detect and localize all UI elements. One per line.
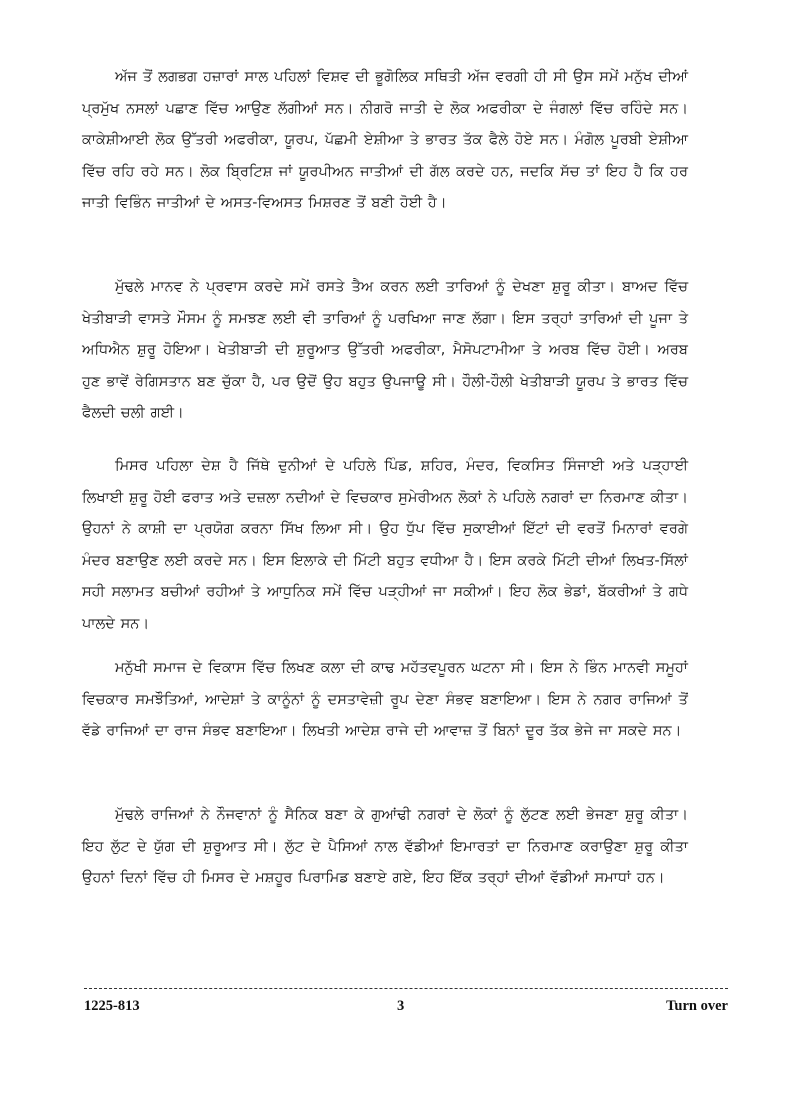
paper-code: 1225-813: [84, 998, 140, 1014]
paragraph-4: ਮਨੁੱਖੀ ਸਮਾਜ ਦੇ ਵਿਕਾਸ ਵਿੱਚ ਲਿਖਣ ਕਲਾ ਦੀ ਕਾਢ ਮਹੱਤਵਪੂਰਨ ਘਟਨਾ ਸੀ। ਇਸ ਨੇ ਭਿੰਨ ਮਾਨਵੀ ਸਮੂਹਾਂ ਵਿਚਕਾਰ ਸਮਝੌਤਿਆਂ, ਆਦੇਸ਼ਾਂ ਤੇ ਕਾਨੂੰਨਾਂ ਨੂੰ ਦਸਤਾਵੇਜ਼ੀ ਰੂਪ ਦੇਣਾ ਸੰਭਵ ਬਣਾਇਆ। ਇਸ ਨੇ ਨਗਰ ਰਾਜਿਆਂ ਤੋਂ ਵੱਡੇ ਰਾਜਿਆਂ ਦਾ ਰਾਜ ਸੰਭਵ ਬਣਾਇਆ। ਲਿਖਤੀ ਆਦੇਸ਼ ਰਾਜੇ ਦੀ ਆਵਾਜ਼ ਤੋਂ ਬਿਨਾਂ ਦੂਰ ਤੱਕ ਭੇਜੇ ਜਾ ਸਕਦੇ ਸਨ।: [82, 660, 688, 740]
paragraph-2: ਮੁੱਢਲੇ ਮਾਨਵ ਨੇ ਪ੍ਰਵਾਸ ਕਰਦੇ ਸਮੇਂ ਰਸਤੇ ਤੈਅ ਕਰਨ ਲਈ ਤਾਰਿਆਂ ਨੂੰ ਦੇਖਣਾ ਸ਼ੁਰੂ ਕੀਤਾ। ਬਾਅਦ ਵਿੱਚ ਖੇਤੀਬਾੜੀ ਵਾਸਤੇ ਮੌਸਮ ਨੂੰ ਸਮਝਣ ਲਈ ਵੀ ਤਾਰਿਆਂ ਨੂੰ ਪਰਖਿਆ ਜਾਣ ਲੱਗਾ। ਇਸ ਤਰ੍ਹਾਂ ਤਾਰਿਆਂ ਦੀ ਪੂਜਾ ਤੇ ਅਧਿਐਨ ਸ਼ੁਰੂ ਹੋਇਆ। ਖੇਤੀਬਾੜੀ ਦੀ ਸ਼ੁਰੂਆਤ ਉੱਤਰੀ ਅਫਰੀਕਾ, ਮੈਸੋਪਟਾਮੀਆ ਤੇ ਅਰਬ ਵਿੱਚ ਹੋਈ। ਅਰਬ ਹੁਣ ਭਾਵੇਂ ਰੇਗਿਸਤਾਨ ਬਣ ਚੁੱਕਾ ਹੈ, ਪਰ ਉਦੋਂ ਉਹ ਬਹੁਤ ਉਪਜਾਊ ਸੀ। ਹੌਲੀ-ਹੌਲੀ ਖੇਤੀਬਾੜੀ ਯੂਰਪ ਤੇ ਭਾਰਤ ਵਿੱਚ ਫੈਲਦੀ ਚਲੀ ਗਈ।: [82, 279, 688, 422]
paragraph-1: ਅੱਜ ਤੋਂ ਲਗਭਗ ਹਜ਼ਾਰਾਂ ਸਾਲ ਪਹਿਲਾਂ ਵਿਸ਼ਵ ਦੀ ਭੂਗੋਲਿਕ ਸਥਿਤੀ ਅੱਜ ਵਰਗੀ ਹੀ ਸੀ ਉਸ ਸਮੇਂ ਮਨੁੱਖ ਦੀਆਂ ਪ੍ਰਮੁੱਖ ਨਸਲਾਂ ਪਛਾਣ ਵਿੱਚ ਆਉਣ ਲੱਗੀਆਂ ਸਨ। ਨੀਗਰੋ ਜਾਤੀ ਦੇ ਲੋਕ ਅਫਰੀਕਾ ਦੇ ਜੰਗਲਾਂ ਵਿੱਚ ਰਹਿੰਦੇ ਸਨ। ਕਾਕੇਸ਼ੀਆਈ ਲੋਕ ਉੱਤਰੀ ਅਫਰੀਕਾ, ਯੂਰਪ, ਪੱਛਮੀ ਏਸ਼ੀਆ ਤੇ ਭਾਰਤ ਤੱਕ ਫੈਲੇ ਹੋਏ ਸਨ। ਮੰਗੋਲ ਪੂਰਬੀ ਏਸ਼ੀਆ ਵਿੱਚ ਰਹਿ ਰਹੇ ਸਨ। ਲੋਕ ਬ੍ਰਿਟਿਸ਼ ਜਾਂ ਯੂਰਪੀਅਨ ਜਾਤੀਆਂ ਦੀ ਗੱਲ ਕਰਦੇ ਹਨ, ਜਦਕਿ ਸੱਚ ਤਾਂ ਇਹ ਹੈ ਕਿ ਹਰ ਜਾਤੀ ਵਿਭਿੰਨ ਜਾਤੀਆਂ ਦੇ ਅਸਤ-ਵਿਅਸਤ ਮਿਸ਼ਰਣ ਤੋਂ ਬਣੀ ਹੋਈ ਹੈ।: [82, 69, 688, 212]
paragraph-3: ਮਿਸਰ ਪਹਿਲਾ ਦੇਸ਼ ਹੈ ਜਿੱਥੇ ਦੁਨੀਆਂ ਦੇ ਪਹਿਲੇ ਪਿੰਡ, ਸ਼ਹਿਰ, ਮੰਦਰ, ਵਿਕਸਿਤ ਸਿੰਜਾਈ ਅਤੇ ਪੜ੍ਹਾਈ ਲਿਖਾਈ ਸ਼ੁਰੂ ਹੋਈ ਫਰਾਤ ਅਤੇ ਦਜ਼ਲਾ ਨਦੀਆਂ ਦੇ ਵਿਚਕਾਰ ਸੁਮੇਰੀਅਨ ਲੋਕਾਂ ਨੇ ਪਹਿਲੇ ਨਗਰਾਂ ਦਾ ਨਿਰਮਾਣ ਕੀਤਾ। ਉਹਨਾਂ ਨੇ ਕਾਸ਼ੀ ਦਾ ਪ੍ਰਯੋਗ ਕਰਨਾ ਸਿੱਖ ਲਿਆ ਸੀ। ਉਹ ਧੁੱਪ ਵਿੱਚ ਸੁਕਾਈਆਂ ਇੱਟਾਂ ਦੀ ਵਰਤੋਂ ਮਿਨਾਰਾਂ ਵਰਗੇ ਮੰਦਰ ਬਣਾਉਣ ਲਈ ਕਰਦੇ ਸਨ। ਇਸ ਇਲਾਕੇ ਦੀ ਮਿੱਟੀ ਬਹੁਤ ਵਧੀਆ ਹੈ। ਇਸ ਕਰਕੇ ਮਿੱਟੀ ਦੀਆਂ ਲਿਖਤ-ਸਿੱਲਾਂ ਸਹੀ ਸਲਾਮਤ ਬਚੀਆਂ ਰਹੀਆਂ ਤੇ ਆਧੁਨਿਕ ਸਮੇਂ ਵਿੱਚ ਪੜ੍ਹੀਆਂ ਜਾ ਸਕੀਆਂ। ਇਹ ਲੋਕ ਭੇਡਾਂ, ਬੱਕਰੀਆਂ ਤੇ ਗਧੇ ਪਾਲਦੇ ਸਨ।: [82, 458, 688, 632]
footer-divider: [84, 988, 728, 989]
paragraph-5: ਮੁੱਢਲੇ ਰਾਜਿਆਂ ਨੇ ਨੌਜਵਾਨਾਂ ਨੂੰ ਸੈਨਿਕ ਬਣਾ ਕੇ ਗੁਆਂਢੀ ਨਗਰਾਂ ਦੇ ਲੋਕਾਂ ਨੂੰ ਲੁੱਟਣ ਲਈ ਭੇਜਣਾ ਸ਼ੁਰੂ ਕੀਤਾ। ਇਹ ਲੁੱਟ ਦੇ ਯੁੱਗ ਦੀ ਸ਼ੁਰੂਆਤ ਸੀ। ਲੁੱਟ ਦੇ ਪੈਸਿਆਂ ਨਾਲ ਵੱਡੀਆਂ ਇਮਾਰਤਾਂ ਦਾ ਨਿਰਮਾਣ ਕਰਾਉਣਾ ਸ਼ੁਰੂ ਕੀਤਾ ਉਹਨਾਂ ਦਿਨਾਂ ਵਿੱਚ ਹੀ ਮਿਸਰ ਦੇ ਮਸ਼ਹੂਰ ਪਿਰਾਮਿਡ ਬਣਾਏ ਗਏ, ਇਹ ਇੱਕ ਤਰ੍ਹਾਂ ਦੀਆਂ ਵੱਡੀਆਂ ਸਮਾਧਾਂ ਹਨ।: [82, 807, 688, 887]
page-number: 3: [397, 998, 405, 1014]
turn-over-label: Turn over: [666, 998, 728, 1014]
page-footer: [84, 998, 728, 1020]
